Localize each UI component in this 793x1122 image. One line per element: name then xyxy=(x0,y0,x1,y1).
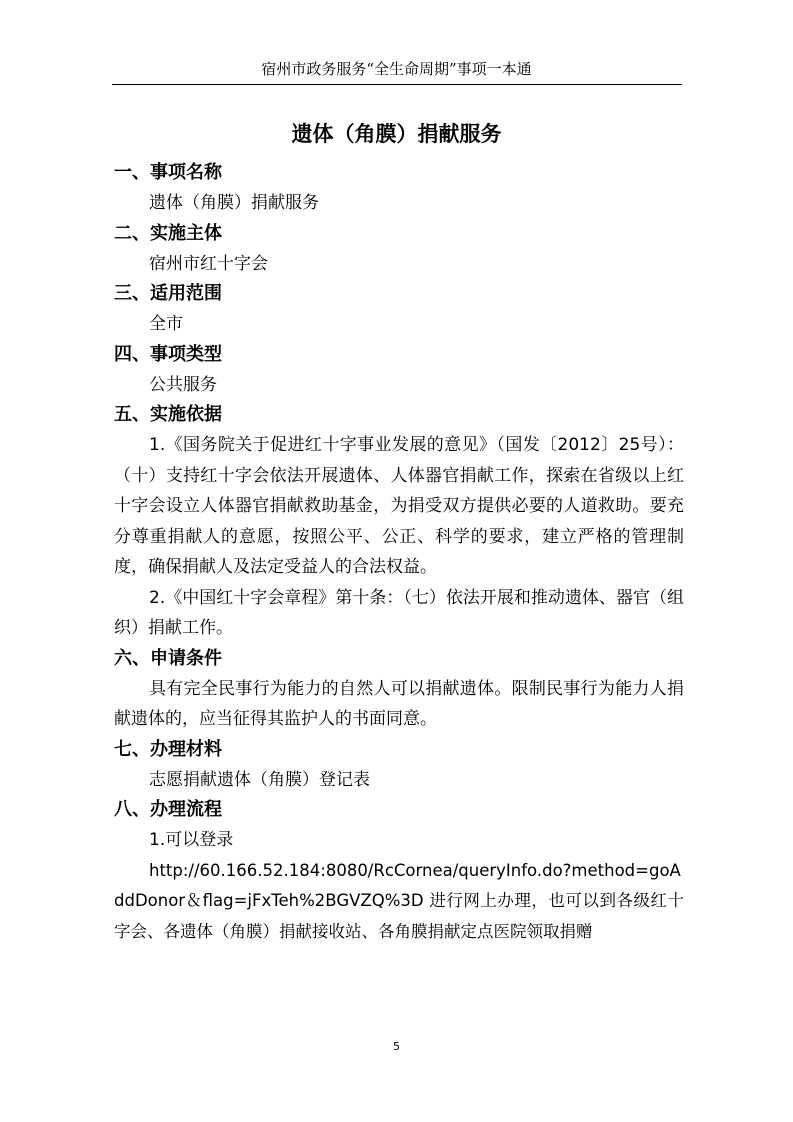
section-paragraph: 1.可以登录 xyxy=(149,830,234,850)
section-paragraph: 志愿捐献遗体（角膜）登记表 xyxy=(149,769,370,790)
document-body xyxy=(114,158,684,947)
section-paragraph: 具有完全民事行为能力的自然人可以捐献遗体。限制民事行为能力人捐献遗体的，应当征得其监护人的书面同意。 xyxy=(114,678,684,729)
page-number: 5 xyxy=(393,1040,400,1053)
section-heading-scope: 三、适用范围 xyxy=(114,283,222,304)
running-header: 宿州市政务服务“全生命周期”事项一本通 xyxy=(261,60,532,78)
section-heading-item-type: 四、事项类型 xyxy=(114,343,222,365)
section-heading-implementing-body: 二、实施主体 xyxy=(114,222,222,244)
section-paragraph: 遗体（角膜）捐献服务 xyxy=(149,193,319,213)
page-title: 遗体（角膜）捐献服务 xyxy=(291,122,502,146)
section-paragraph: 2.《中国红十字会章程》第十条：（七）依法开展和推动遗体、器官（组织）捐献工作。 xyxy=(114,587,684,638)
section-paragraph: 公共服务 xyxy=(149,374,217,395)
section-heading-legal-basis: 五、实施依据 xyxy=(114,404,222,425)
header-rule xyxy=(112,84,682,85)
section-paragraph-url: http://60.166.52.184:8080/RcCornea/queryInfo.do?method=goAddDonor＆flag=jFxTeh%2BGVZQ%3D 进行网上办理，也可以到各级红十字会、各遗体（角膜）捐献接收站、各角膜捐献定点医院领取捐赠 xyxy=(114,860,684,941)
section-heading-process: 八、办理流程 xyxy=(114,799,222,820)
section-paragraph: 全市 xyxy=(149,314,183,334)
section-heading-conditions: 六、申请条件 xyxy=(114,647,222,669)
section-paragraph: 宿州市红十字会 xyxy=(149,253,268,274)
section-paragraph: 1.《国务院关于促进红十字事业发展的意见》（国发〔2012〕25号）：（十）支持红十字会依法开展遗体、人体器官捐献工作，探索在省级以上红十字会设立人体器官捐献救助基金，为捐受双方提供必要的人道救助。要充分尊重捐献人的意愿，按照公平、公正、科学的要求，建立严格的管理制度，确保捐献人及法定受益人的合法权益。 xyxy=(114,435,684,577)
section-heading-materials: 七、办理材料 xyxy=(114,738,222,760)
section-heading-item-name: 一、事项名称 xyxy=(114,162,222,183)
